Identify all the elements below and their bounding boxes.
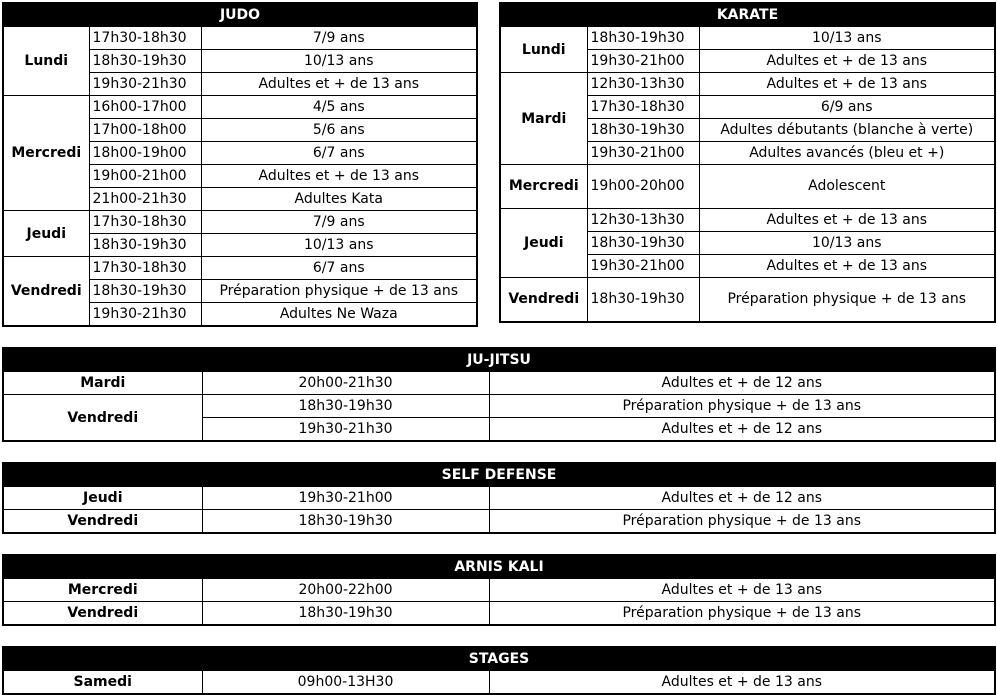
day-cell: Mercredi bbox=[500, 165, 587, 209]
day-cell: Vendredi bbox=[3, 602, 202, 626]
day-cell: Jeudi bbox=[3, 487, 202, 510]
arnis-title: ARNIS KALI bbox=[3, 555, 995, 579]
desc-cell: Adultes Kata bbox=[201, 188, 477, 211]
table-row bbox=[500, 165, 995, 209]
table-row bbox=[3, 96, 477, 119]
table-row bbox=[3, 211, 477, 234]
desc-cell: 6/9 ans bbox=[699, 96, 995, 119]
time-cell: 20h00-21h30 bbox=[202, 372, 489, 395]
selfdefense-table bbox=[2, 462, 996, 534]
time-cell: 12h30-13h30 bbox=[587, 209, 699, 232]
day-cell: Vendredi bbox=[3, 510, 202, 534]
time-cell: 18h30-19h30 bbox=[89, 280, 201, 303]
day-cell: Mardi bbox=[500, 73, 587, 165]
time-cell: 12h30-13h30 bbox=[587, 73, 699, 96]
time-cell: 17h30-18h30 bbox=[89, 211, 201, 234]
judo-title: JUDO bbox=[3, 3, 477, 27]
desc-cell: Préparation physique + de 13 ans bbox=[489, 602, 995, 626]
desc-cell: Adultes et + de 13 ans bbox=[489, 579, 995, 602]
desc-cell: Adultes et + de 13 ans bbox=[489, 671, 995, 695]
time-cell: 18h30-19h30 bbox=[587, 232, 699, 255]
time-cell: 19h30-21h00 bbox=[587, 50, 699, 73]
time-cell: 18h30-19h30 bbox=[202, 395, 489, 418]
time-cell: 19h00-21h00 bbox=[89, 165, 201, 188]
judo-table bbox=[2, 2, 478, 327]
desc-cell: Adultes et + de 12 ans bbox=[489, 372, 995, 395]
day-cell: Vendredi bbox=[3, 257, 89, 327]
table-row bbox=[3, 487, 995, 510]
desc-cell: Adultes et + de 13 ans bbox=[699, 255, 995, 278]
time-cell: 19h30-21h00 bbox=[587, 142, 699, 165]
desc-cell: Préparation physique + de 13 ans bbox=[489, 395, 995, 418]
time-cell: 18h30-19h30 bbox=[202, 602, 489, 626]
desc-cell: 10/13 ans bbox=[201, 234, 477, 257]
desc-cell: Adultes et + de 12 ans bbox=[489, 418, 995, 442]
time-cell: 18h00-19h00 bbox=[89, 142, 201, 165]
table-row bbox=[500, 209, 995, 232]
desc-cell: Adultes et + de 13 ans bbox=[699, 209, 995, 232]
time-cell: 19h00-20h00 bbox=[587, 165, 699, 209]
time-cell: 18h30-19h30 bbox=[587, 27, 699, 50]
desc-cell: Préparation physique + de 13 ans bbox=[699, 278, 995, 323]
table-row bbox=[3, 510, 995, 534]
day-cell: Jeudi bbox=[3, 211, 89, 257]
stages-table bbox=[2, 646, 996, 695]
table-row bbox=[3, 372, 995, 395]
arnis-table bbox=[2, 554, 996, 626]
table-row bbox=[3, 257, 477, 280]
table-row bbox=[500, 278, 995, 323]
time-cell: 17h30-18h30 bbox=[89, 257, 201, 280]
desc-cell: 10/13 ans bbox=[699, 232, 995, 255]
desc-cell: 10/13 ans bbox=[201, 50, 477, 73]
table-row bbox=[500, 73, 995, 96]
desc-cell: Adultes avancés (bleu et +) bbox=[699, 142, 995, 165]
desc-cell: 6/7 ans bbox=[201, 142, 477, 165]
desc-cell: Adultes Ne Waza bbox=[201, 303, 477, 327]
desc-cell: Adultes et + de 13 ans bbox=[699, 73, 995, 96]
time-cell: 09h00-13H30 bbox=[202, 671, 489, 695]
desc-cell: 7/9 ans bbox=[201, 27, 477, 50]
desc-cell: 4/5 ans bbox=[201, 96, 477, 119]
table-row bbox=[3, 395, 995, 418]
time-cell: 19h30-21h30 bbox=[202, 418, 489, 442]
desc-cell: 10/13 ans bbox=[699, 27, 995, 50]
time-cell: 18h30-19h30 bbox=[89, 234, 201, 257]
time-cell: 18h30-19h30 bbox=[587, 278, 699, 323]
table-row bbox=[3, 602, 995, 626]
day-cell: Mercredi bbox=[3, 579, 202, 602]
desc-cell: Adultes débutants (blanche à verte) bbox=[699, 119, 995, 142]
table-row bbox=[3, 671, 995, 695]
day-cell: Mardi bbox=[3, 372, 202, 395]
desc-cell: 6/7 ans bbox=[201, 257, 477, 280]
desc-cell: Préparation physique + de 13 ans bbox=[489, 510, 995, 534]
desc-cell: 7/9 ans bbox=[201, 211, 477, 234]
time-cell: 17h00-18h00 bbox=[89, 119, 201, 142]
time-cell: 19h30-21h00 bbox=[202, 487, 489, 510]
table-row bbox=[500, 27, 995, 50]
day-cell: Vendredi bbox=[3, 395, 202, 442]
desc-cell: Adultes et + de 13 ans bbox=[201, 73, 477, 96]
table-row bbox=[3, 27, 477, 50]
jujitsu-title: JU-JITSU bbox=[3, 348, 995, 372]
time-cell: 19h30-21h30 bbox=[89, 303, 201, 327]
time-cell: 17h30-18h30 bbox=[587, 96, 699, 119]
desc-cell: Adultes et + de 13 ans bbox=[201, 165, 477, 188]
time-cell: 18h30-19h30 bbox=[587, 119, 699, 142]
karate-title: KARATE bbox=[500, 3, 995, 27]
desc-cell: Adultes et + de 12 ans bbox=[489, 487, 995, 510]
day-cell: Jeudi bbox=[500, 209, 587, 278]
time-cell: 17h30-18h30 bbox=[89, 27, 201, 50]
desc-cell: 5/6 ans bbox=[201, 119, 477, 142]
day-cell: Samedi bbox=[3, 671, 202, 695]
day-cell: Lundi bbox=[500, 27, 587, 73]
day-cell: Lundi bbox=[3, 27, 89, 96]
time-cell: 16h00-17h00 bbox=[89, 96, 201, 119]
time-cell: 18h30-19h30 bbox=[89, 50, 201, 73]
stages-title: STAGES bbox=[3, 647, 995, 671]
table-row bbox=[3, 579, 995, 602]
selfdefense-title: SELF DEFENSE bbox=[3, 463, 995, 487]
time-cell: 18h30-19h30 bbox=[202, 510, 489, 534]
time-cell: 20h00-22h00 bbox=[202, 579, 489, 602]
time-cell: 19h30-21h00 bbox=[587, 255, 699, 278]
day-cell: Mercredi bbox=[3, 96, 89, 211]
desc-cell: Préparation physique + de 13 ans bbox=[201, 280, 477, 303]
time-cell: 19h30-21h30 bbox=[89, 73, 201, 96]
jujitsu-table bbox=[2, 347, 996, 442]
time-cell: 21h00-21h30 bbox=[89, 188, 201, 211]
karate-table bbox=[499, 2, 996, 323]
desc-cell: Adolescent bbox=[699, 165, 995, 209]
day-cell: Vendredi bbox=[500, 278, 587, 323]
desc-cell: Adultes et + de 13 ans bbox=[699, 50, 995, 73]
